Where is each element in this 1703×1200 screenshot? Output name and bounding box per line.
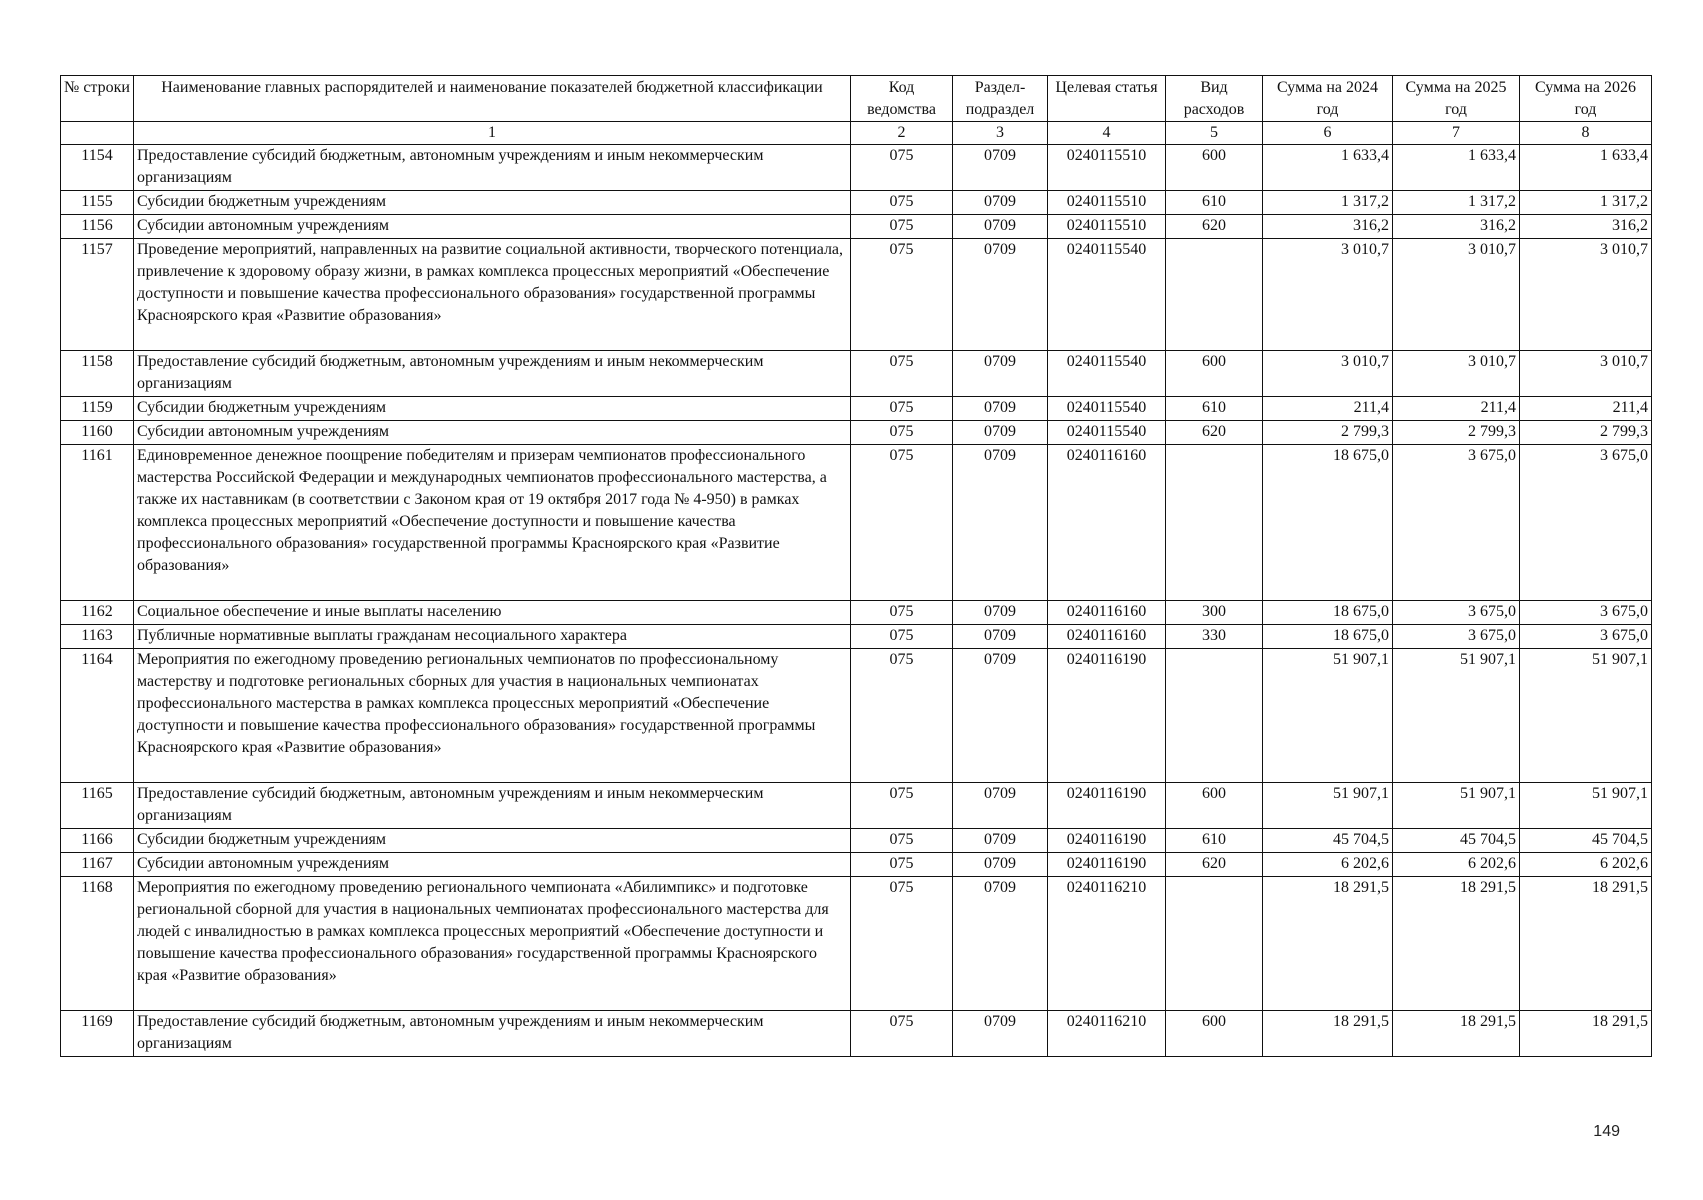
column-numbering-row (61, 122, 1652, 145)
row-expense-kind (1166, 445, 1263, 601)
row-expense-kind (1166, 239, 1263, 351)
row-target-article: 0240116190 (1048, 829, 1166, 853)
row-sum-2026: 3 675,0 (1520, 625, 1652, 649)
page-number: 149 (1593, 1123, 1620, 1140)
row-sum-2026: 211,4 (1520, 397, 1652, 421)
row-name: Предоставление субсидий бюджетным, автономным учреждениям и иным некоммерческим организациям (134, 145, 851, 191)
row-sum-2026: 3 010,7 (1520, 239, 1652, 351)
row-target-article: 0240116190 (1048, 649, 1166, 783)
row-section: 0709 (953, 853, 1048, 877)
row-number: 1162 (61, 601, 134, 625)
row-target-article: 0240116160 (1048, 601, 1166, 625)
row-name: Субсидии бюджетным учреждениям (134, 191, 851, 215)
row-target-article: 0240115510 (1048, 145, 1166, 191)
table-row (61, 1011, 1652, 1057)
table-row (61, 239, 1652, 351)
row-sum-2025: 211,4 (1393, 397, 1520, 421)
row-expense-kind: 610 (1166, 397, 1263, 421)
row-number: 1169 (61, 1011, 134, 1057)
header-row-number: № строки (61, 76, 134, 122)
row-number: 1159 (61, 397, 134, 421)
table-row (61, 351, 1652, 397)
row-number: 1164 (61, 649, 134, 783)
row-department-code: 075 (851, 351, 953, 397)
row-sum-2024: 3 010,7 (1263, 351, 1393, 397)
column-number: 3 (953, 122, 1048, 145)
row-name: Субсидии бюджетным учреждениям (134, 829, 851, 853)
row-section: 0709 (953, 397, 1048, 421)
row-sum-2024: 51 907,1 (1263, 649, 1393, 783)
table-header-row (61, 76, 1652, 122)
row-target-article: 0240116210 (1048, 877, 1166, 1011)
row-target-article: 0240116210 (1048, 1011, 1166, 1057)
row-sum-2025: 1 317,2 (1393, 191, 1520, 215)
row-sum-2025: 3 010,7 (1393, 239, 1520, 351)
row-number: 1157 (61, 239, 134, 351)
column-number: 2 (851, 122, 953, 145)
header-sum-2024: Сумма на 2024 год (1263, 76, 1393, 122)
row-sum-2024: 51 907,1 (1263, 783, 1393, 829)
row-target-article: 0240116160 (1048, 445, 1166, 601)
row-number: 1163 (61, 625, 134, 649)
table-row (61, 445, 1652, 601)
row-department-code: 075 (851, 829, 953, 853)
table-row (61, 853, 1652, 877)
row-sum-2024: 211,4 (1263, 397, 1393, 421)
row-expense-kind: 620 (1166, 853, 1263, 877)
row-department-code: 075 (851, 853, 953, 877)
column-number: 4 (1048, 122, 1166, 145)
column-number: 1 (134, 122, 851, 145)
row-target-article: 0240116160 (1048, 625, 1166, 649)
row-sum-2025: 45 704,5 (1393, 829, 1520, 853)
row-sum-2026: 51 907,1 (1520, 649, 1652, 783)
header-section: Раздел-подраздел (953, 76, 1048, 122)
row-number: 1160 (61, 421, 134, 445)
row-name: Мероприятия по ежегодному проведению регионального чемпионата «Абилимпикс» и подготовке региональной сборной для участия в национальных чемпионатах профессионального мастерства для людей с инвалидностью в рамках комплекса процессных мероприятий «Обеспечение доступности и повышение качества профессионального образования» государственной программы Красноярского края «Развитие образования» (134, 877, 851, 1011)
row-sum-2025: 3 675,0 (1393, 445, 1520, 601)
table-row (61, 649, 1652, 783)
budget-table (60, 75, 1652, 1057)
row-expense-kind: 600 (1166, 783, 1263, 829)
row-section: 0709 (953, 625, 1048, 649)
row-section: 0709 (953, 445, 1048, 601)
row-name: Единовременное денежное поощрение победителям и призерам чемпионатов профессионального мастерства Российской Федерации и международных чемпионатов профессионального мастерства, а также их наставникам (в соответствии с Законом края от 19 октября 2017 года № 4-950) в рамках комплекса процессных мероприятий «Обеспечение доступности и повышение качества профессионального образования» государственной программы Красноярского края «Развитие образования» (134, 445, 851, 601)
column-number (61, 122, 134, 145)
row-number: 1158 (61, 351, 134, 397)
row-expense-kind: 610 (1166, 829, 1263, 853)
row-sum-2025: 3 010,7 (1393, 351, 1520, 397)
row-expense-kind: 620 (1166, 421, 1263, 445)
row-target-article: 0240115540 (1048, 239, 1166, 351)
header-sum-2025: Сумма на 2025 год (1393, 76, 1520, 122)
row-target-article: 0240115540 (1048, 421, 1166, 445)
column-number: 7 (1393, 122, 1520, 145)
row-sum-2026: 45 704,5 (1520, 829, 1652, 853)
row-sum-2026: 6 202,6 (1520, 853, 1652, 877)
row-sum-2024: 1 317,2 (1263, 191, 1393, 215)
column-number: 8 (1520, 122, 1652, 145)
row-expense-kind: 600 (1166, 351, 1263, 397)
row-sum-2025: 2 799,3 (1393, 421, 1520, 445)
row-sum-2024: 316,2 (1263, 215, 1393, 239)
table-body (61, 145, 1652, 1057)
row-department-code: 075 (851, 649, 953, 783)
table-row (61, 215, 1652, 239)
row-name: Публичные нормативные выплаты гражданам несоциального характера (134, 625, 851, 649)
row-sum-2026: 3 675,0 (1520, 601, 1652, 625)
row-sum-2025: 18 291,5 (1393, 1011, 1520, 1057)
row-number: 1155 (61, 191, 134, 215)
row-expense-kind: 600 (1166, 1011, 1263, 1057)
row-expense-kind: 330 (1166, 625, 1263, 649)
row-number: 1165 (61, 783, 134, 829)
header-sum-2026: Сумма на 2026 год (1520, 76, 1652, 122)
row-section: 0709 (953, 421, 1048, 445)
row-sum-2025: 6 202,6 (1393, 853, 1520, 877)
table-row (61, 829, 1652, 853)
row-target-article: 0240115510 (1048, 191, 1166, 215)
row-number: 1156 (61, 215, 134, 239)
row-section: 0709 (953, 877, 1048, 1011)
row-department-code: 075 (851, 877, 953, 1011)
row-sum-2024: 2 799,3 (1263, 421, 1393, 445)
row-department-code: 075 (851, 191, 953, 215)
row-sum-2024: 3 010,7 (1263, 239, 1393, 351)
row-number: 1154 (61, 145, 134, 191)
row-name: Субсидии автономным учреждениям (134, 215, 851, 239)
row-name: Мероприятия по ежегодному проведению региональных чемпионатов по профессиональному мастерству и подготовке региональных сборных для участия в национальных чемпионатах профессионального мастерства в рамках комплекса процессных мероприятий «Обеспечение доступности и повышение качества профессионального образования» государственной программы Красноярского края «Развитие образования» (134, 649, 851, 783)
row-sum-2025: 51 907,1 (1393, 783, 1520, 829)
row-sum-2025: 316,2 (1393, 215, 1520, 239)
row-name: Социальное обеспечение и иные выплаты населению (134, 601, 851, 625)
header-department-code: Код ведомства (851, 76, 953, 122)
row-sum-2026: 51 907,1 (1520, 783, 1652, 829)
table-row (61, 191, 1652, 215)
row-sum-2024: 1 633,4 (1263, 145, 1393, 191)
row-expense-kind: 620 (1166, 215, 1263, 239)
row-sum-2024: 18 675,0 (1263, 445, 1393, 601)
row-section: 0709 (953, 191, 1048, 215)
row-name: Предоставление субсидий бюджетным, автономным учреждениям и иным некоммерческим организациям (134, 1011, 851, 1057)
row-number: 1161 (61, 445, 134, 601)
row-target-article: 0240116190 (1048, 853, 1166, 877)
row-department-code: 075 (851, 625, 953, 649)
row-section: 0709 (953, 1011, 1048, 1057)
row-section: 0709 (953, 649, 1048, 783)
row-department-code: 075 (851, 601, 953, 625)
row-section: 0709 (953, 215, 1048, 239)
row-sum-2024: 18 675,0 (1263, 625, 1393, 649)
row-number: 1166 (61, 829, 134, 853)
table-row (61, 145, 1652, 191)
row-target-article: 0240116190 (1048, 783, 1166, 829)
row-section: 0709 (953, 601, 1048, 625)
row-sum-2026: 2 799,3 (1520, 421, 1652, 445)
row-sum-2025: 1 633,4 (1393, 145, 1520, 191)
row-sum-2026: 1 317,2 (1520, 191, 1652, 215)
row-expense-kind: 610 (1166, 191, 1263, 215)
row-name: Проведение мероприятий, направленных на развитие социальной активности, творческого потенциала, привлечение к здоровому образу жизни, в рамках комплекса процессных мероприятий «Обеспечение доступности и повышение качества профессионального образования» государственной программы Красноярского края «Развитие образования» (134, 239, 851, 351)
row-section: 0709 (953, 145, 1048, 191)
row-sum-2024: 18 291,5 (1263, 1011, 1393, 1057)
header-target-article: Целевая статья (1048, 76, 1166, 122)
row-number: 1167 (61, 853, 134, 877)
row-sum-2024: 18 675,0 (1263, 601, 1393, 625)
row-sum-2026: 18 291,5 (1520, 877, 1652, 1011)
row-sum-2024: 45 704,5 (1263, 829, 1393, 853)
row-sum-2026: 18 291,5 (1520, 1011, 1652, 1057)
row-department-code: 075 (851, 215, 953, 239)
row-name: Предоставление субсидий бюджетным, автономным учреждениям и иным некоммерческим организациям (134, 783, 851, 829)
row-target-article: 0240115540 (1048, 397, 1166, 421)
row-sum-2025: 18 291,5 (1393, 877, 1520, 1011)
row-section: 0709 (953, 351, 1048, 397)
row-expense-kind: 300 (1166, 601, 1263, 625)
row-department-code: 075 (851, 445, 953, 601)
row-section: 0709 (953, 783, 1048, 829)
table-row (61, 601, 1652, 625)
row-number: 1168 (61, 877, 134, 1011)
table-row (61, 877, 1652, 1011)
row-name: Субсидии автономным учреждениям (134, 853, 851, 877)
row-sum-2026: 1 633,4 (1520, 145, 1652, 191)
row-sum-2024: 18 291,5 (1263, 877, 1393, 1011)
row-department-code: 075 (851, 1011, 953, 1057)
row-section: 0709 (953, 829, 1048, 853)
row-sum-2025: 3 675,0 (1393, 625, 1520, 649)
header-expense-kind: Вид расходов (1166, 76, 1263, 122)
row-expense-kind (1166, 877, 1263, 1011)
column-number: 5 (1166, 122, 1263, 145)
row-department-code: 075 (851, 421, 953, 445)
row-target-article: 0240115540 (1048, 351, 1166, 397)
row-name: Субсидии автономным учреждениям (134, 421, 851, 445)
table-row (61, 783, 1652, 829)
row-expense-kind (1166, 649, 1263, 783)
table-row (61, 625, 1652, 649)
table-row (61, 397, 1652, 421)
row-sum-2025: 51 907,1 (1393, 649, 1520, 783)
row-sum-2026: 316,2 (1520, 215, 1652, 239)
row-department-code: 075 (851, 145, 953, 191)
header-name: Наименование главных распорядителей и наименование показателей бюджетной классификации (134, 76, 851, 122)
row-target-article: 0240115510 (1048, 215, 1166, 239)
row-sum-2026: 3 010,7 (1520, 351, 1652, 397)
row-department-code: 075 (851, 239, 953, 351)
row-name: Предоставление субсидий бюджетным, автономным учреждениям и иным некоммерческим организациям (134, 351, 851, 397)
row-sum-2024: 6 202,6 (1263, 853, 1393, 877)
row-sum-2025: 3 675,0 (1393, 601, 1520, 625)
row-sum-2026: 3 675,0 (1520, 445, 1652, 601)
row-section: 0709 (953, 239, 1048, 351)
table-row (61, 421, 1652, 445)
row-expense-kind: 600 (1166, 145, 1263, 191)
row-department-code: 075 (851, 397, 953, 421)
column-number: 6 (1263, 122, 1393, 145)
row-name: Субсидии бюджетным учреждениям (134, 397, 851, 421)
row-department-code: 075 (851, 783, 953, 829)
